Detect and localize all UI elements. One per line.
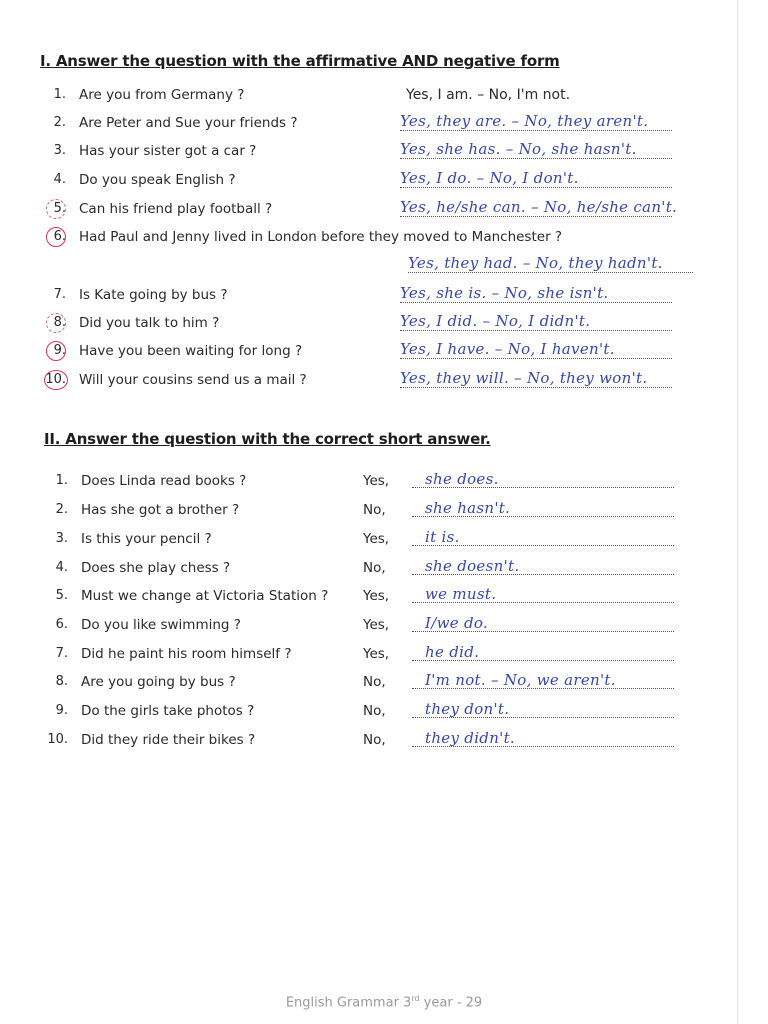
question-text: Did they ride their bikes ? bbox=[81, 732, 256, 748]
question-text: Does she play chess ? bbox=[81, 560, 231, 576]
question-text: Is this your pencil ? bbox=[81, 531, 212, 547]
question-text: Did he paint his room himself ? bbox=[81, 646, 292, 662]
question-row bbox=[0, 671, 768, 693]
correction-circle bbox=[46, 313, 66, 333]
correction-circle bbox=[46, 227, 66, 247]
handwritten-answer: she hasn't. bbox=[425, 499, 511, 517]
question-number: 4. bbox=[55, 560, 68, 575]
section1-title: I. Answer the question with the affirmative AND negative form bbox=[40, 52, 560, 70]
question-text: Can his friend play football ? bbox=[79, 201, 273, 217]
question-number: 8. bbox=[53, 315, 66, 330]
question-row bbox=[0, 700, 768, 722]
question-number: 2. bbox=[53, 115, 66, 130]
handwritten-answer: Yes, I do. – No, I don't. bbox=[400, 169, 579, 187]
question-row bbox=[0, 557, 768, 579]
handwritten-answer: she doesn't. bbox=[425, 557, 520, 575]
short-answer-lead: No, bbox=[363, 732, 386, 748]
question-text: Do you speak English ? bbox=[79, 172, 236, 188]
answer-text: Yes, I am. – No, I'm not. bbox=[406, 87, 571, 103]
question-text: Has your sister got a car ? bbox=[79, 143, 257, 159]
handwritten-answer: I/we do. bbox=[425, 614, 489, 632]
question-number: 1. bbox=[53, 87, 66, 102]
handwritten-answer: Yes, they will. – No, they won't. bbox=[400, 369, 648, 387]
question-text: Does Linda read books ? bbox=[81, 473, 247, 489]
question-text: Is Kate going by bus ? bbox=[79, 287, 228, 303]
handwritten-answer: they don't. bbox=[425, 700, 510, 718]
question-row bbox=[0, 470, 768, 492]
question-number: 3. bbox=[53, 143, 66, 158]
question-row bbox=[0, 729, 768, 751]
handwritten-answer: Yes, they had. – No, they hadn't. bbox=[408, 254, 663, 272]
question-number: 3. bbox=[55, 531, 68, 546]
question-number: 7. bbox=[55, 646, 68, 661]
question-row bbox=[0, 226, 768, 248]
short-answer-lead: Yes, bbox=[363, 646, 390, 662]
question-row bbox=[0, 614, 768, 636]
question-text: Are Peter and Sue your friends ? bbox=[79, 115, 298, 131]
question-row bbox=[0, 84, 768, 106]
handwritten-answer: Yes, I have. – No, I haven't. bbox=[400, 340, 615, 358]
question-text: Are you from Germany ? bbox=[79, 87, 245, 103]
handwritten-answer: Yes, she is. – No, she isn't. bbox=[400, 284, 609, 302]
question-text: Has she got a brother ? bbox=[81, 502, 240, 518]
footer-prefix: English Grammar 3 bbox=[285, 995, 412, 1011]
question-text: Had Paul and Jenny lived in London before they moved to Manchester ? bbox=[79, 229, 563, 245]
question-number: 1. bbox=[55, 473, 68, 488]
question-number: 9. bbox=[55, 703, 68, 718]
short-answer-lead: No, bbox=[363, 502, 386, 518]
question-text: Are you going by bus ? bbox=[81, 674, 236, 690]
handwritten-answer: Yes, I did. – No, I didn't. bbox=[400, 312, 591, 330]
correction-circle bbox=[46, 341, 66, 361]
question-text: Have you been waiting for long ? bbox=[79, 343, 303, 359]
handwritten-answer: we must. bbox=[425, 585, 497, 603]
correction-circle bbox=[46, 199, 66, 219]
question-number: 6. bbox=[53, 229, 66, 244]
question-row bbox=[0, 643, 768, 665]
question-number: 9. bbox=[53, 343, 66, 358]
footer-suffix: year - 29 bbox=[419, 995, 483, 1011]
question-row bbox=[0, 528, 768, 550]
question-text: Will your cousins send us a mail ? bbox=[79, 372, 307, 388]
handwritten-answer: Yes, she has. – No, she hasn't. bbox=[400, 140, 637, 158]
question-number: 5. bbox=[53, 201, 66, 216]
short-answer-lead: No, bbox=[363, 560, 386, 576]
handwritten-answer: they didn't. bbox=[425, 729, 515, 747]
page-footer bbox=[0, 994, 768, 1010]
question-number: 4. bbox=[53, 172, 66, 187]
question-number: 2. bbox=[55, 502, 68, 517]
short-answer-lead: No, bbox=[363, 703, 386, 719]
short-answer-lead: Yes, bbox=[363, 588, 390, 604]
handwritten-answer: she does. bbox=[425, 470, 499, 488]
question-text: Must we change at Victoria Station ? bbox=[81, 588, 329, 604]
footer-sup: rd bbox=[411, 994, 420, 1003]
question-number: 10. bbox=[47, 732, 68, 747]
handwritten-answer: I'm not. – No, we aren't. bbox=[425, 671, 616, 689]
short-answer-lead: Yes, bbox=[363, 473, 390, 489]
short-answer-lead: Yes, bbox=[363, 531, 390, 547]
question-text: Did you talk to him ? bbox=[79, 315, 220, 331]
handwritten-answer: Yes, they are. – No, they aren't. bbox=[400, 112, 649, 130]
question-text: Do you like swimming ? bbox=[81, 617, 241, 633]
question-number: 6. bbox=[55, 617, 68, 632]
question-text: Do the girls take photos ? bbox=[81, 703, 255, 719]
question-number: 7. bbox=[53, 287, 66, 302]
handwritten-answer: it is. bbox=[425, 528, 460, 546]
correction-circle bbox=[44, 370, 68, 390]
short-answer-lead: Yes, bbox=[363, 617, 390, 633]
question-number: 5. bbox=[55, 588, 68, 603]
question-number: 8. bbox=[55, 674, 68, 689]
section2-title: II. Answer the question with the correct short answer. bbox=[44, 430, 491, 448]
question-row bbox=[0, 499, 768, 521]
question-number: 10. bbox=[45, 372, 66, 387]
handwritten-answer: he did. bbox=[425, 643, 480, 661]
short-answer-lead: No, bbox=[363, 674, 386, 690]
handwritten-answer: Yes, he/she can. – No, he/she can't. bbox=[400, 198, 678, 216]
question-row bbox=[0, 585, 768, 607]
